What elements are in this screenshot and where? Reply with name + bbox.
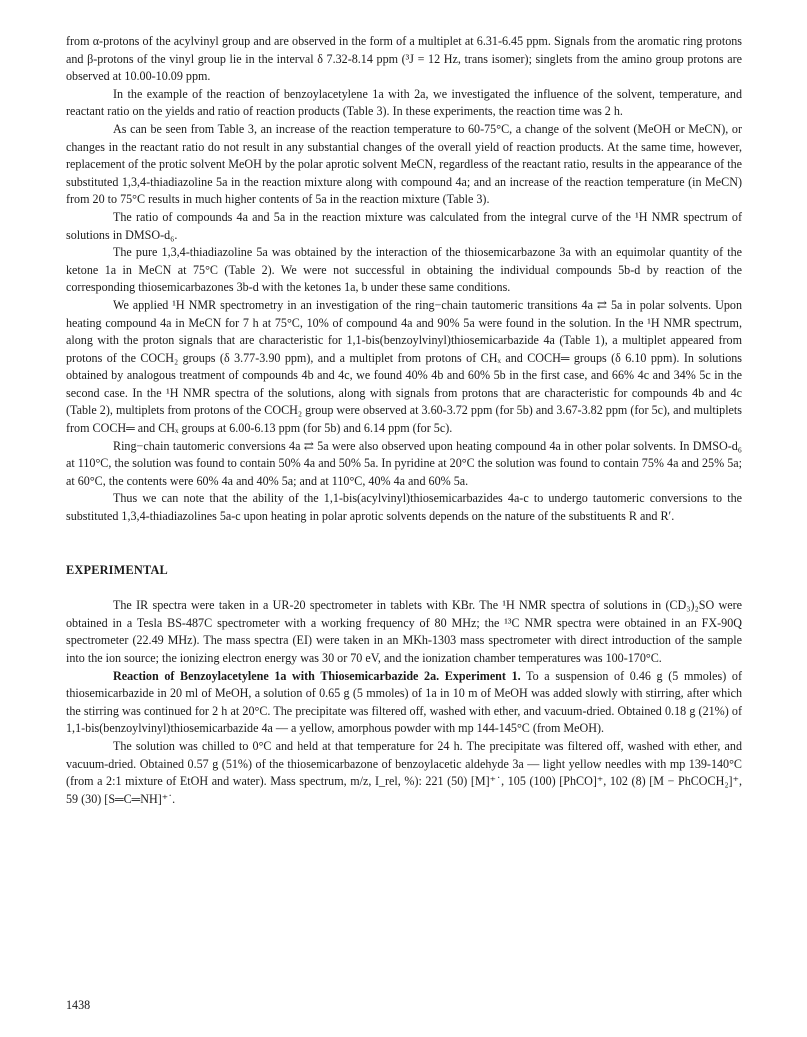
experiment-title: Reaction of Benzoylacetylene 1a with Thiosemicarbazide 2a. Experiment 1. <box>113 668 521 683</box>
paragraph: The IR spectra were taken in a UR-20 spectrometer in tablets with KBr. The ¹H NMR spectra of solutions in (CD₃)₂SO were obtained in a Tesla BS-487C spectrometer with a working frequency of 80 MHz; the ¹³C NMR spectra were obtained in an FX-90Q spectrometer (22.49 MHz). The mass spectra (EI) were taken in an MKh-1303 mass spectrometer with direct introduction of the sample into the ion source; the ionizing electron energy was 30 or 70 eV, and the ionization chamber temperatures was 100-170°C. <box>66 598 742 665</box>
paragraph: We applied ¹H NMR spectrometry in an investigation of the ring−chain tautomeric transitions 4a ⇄ 5a in polar solvents. Upon heating compound 4a in MeCN for 7 h at 75°C, 10% of compound 4a and 90% 5a were found in the solution. In the ¹H NMR spectrum, along with the proton signals that are characteristic for 1,1-bis(benzoylvinyl)thiosemicarbazide 4a (Table 1), a multiplet appeared from protons of the COCH₂ groups (δ 3.77-3.90 ppm), and a multiplet from protons of CHₓ and COCH═ groups (δ 6.10 ppm). In solutions obtained by analogous treatment of compounds 4b and 4c, we found 40% 4b and 60% 5b in the first case, and 66% 4c and 34% 5c in the second case. In the ¹H NMR spectra of the solutions, along with signals from protons that are characteristic for compounds 4b and 4c (Table 2), multiplets from protons of the COCH₂ group were observed at 3.60-3.72 ppm (for 5b) and 3.67-3.82 ppm (for 5c), and multiplets from COCH═ and CHₓ groups at 6.00-6.13 ppm (for 5b) and 6.14 ppm (for 5c). <box>66 297 742 436</box>
paragraph: The pure 1,3,4-thiadiazoline 5a was obtained by the interaction of the thiosemicarbazone 3a with an equimolar quantity of the ketone 1a in MeCN at 75°C (Table 2). We were not successful in obtaining the individual compounds 5b-d by reaction of the corresponding thiosemicarbazones 3b-d with the ketones 1a, b under these same conditions. <box>66 245 742 295</box>
page-number: 1438 <box>66 998 91 1012</box>
paragraph: The solution was chilled to 0°C and held at that temperature for 24 h. The precipitate was filtered off, washed with ether, and vacuum-dried. Obtained 0.57 g (51%) of the thiosemicarbazone of benzoylacetic aldehyde 3a — light yellow needles with mp 139-140°C (from a 2:1 mixture of EtOH and water). Mass spectrum, m/z, I_rel, %): 221 (50) [M]⁺˙, 105 (100) [PhCO]⁺, 102 (8) [M − PhCOCH₂]⁺, 59 (30) [S═C═NH]⁺˙. <box>66 738 742 806</box>
paragraph: In the example of the reaction of benzoylacetylene 1a with 2a, we investigated the influence of the solvent, temperature, and reactant ratio on the yields and ratio of reaction products (Table 3). In these experiments, the reaction time was 2 h. <box>66 86 742 119</box>
section-heading: EXPERIMENTAL <box>66 562 168 577</box>
paragraph-text: To a suspension of 0.46 g (5 mmoles) of thiosemicarbazide in 20 ml of MeOH, a solution of 0.65 g (5 mmoles) of 1a in 10 m of MeOH was added slowly with stirring, after which the stirring was continued for 2 h at 20°C. The precipitate was filtered off, washed with ether, and vacuum-dried. Obtained 0.18 g (21%) of 1,1-bis(benzoylvinyl)thiosemicarbazide 4a — a yellow, amorphous powder with mp 144-145°C (from MeOH). <box>66 668 742 736</box>
paragraph: Ring−chain tautomeric conversions 4a ⇄ 5a were also observed upon heating compound 4a in other polar solvents. In DMSO-d₆ at 110°C, the solution was found to contain 50% 4a and 50% 5a. In pyridine at 20°C the solution was found to contain 75% 4a and 25% 5a; at 60°C, the contents were 60% 4a and 40% 5a; and at 110°C, 40% 4a and 60% 5a. <box>66 438 742 488</box>
paragraph: As can be seen from Table 3, an increase of the reaction temperature to 60-75°C, a change of the solvent (MeOH or MeCN), or changes in the reactant ratio do not result in any substantial changes of the overall yield of reaction products. At the same time, however, replacement of the protic solvent MeOH by the polar aprotic solvent MeCN, regardless of the reactant ratio, results in the appearance of the substituted 1,3,4-thiadiazoline 5a in the reaction mixture along with compound 4a; and an increase of the reaction temperature (in MeCN) from 20 to 75°C results in much higher contents of 5a in the reaction mixture (Table 3). <box>66 121 742 207</box>
paragraph: from α-protons of the acylvinyl group and are observed in the form of a multiplet at 6.31-6.45 ppm. Signals from the aromatic ring protons and β-protons of the vinyl group lie in the interval δ 7.32-8.14 ppm (³J = 12 Hz, trans isomer); singlets from the amino group protons are observed at 10.00-10.09 ppm. <box>66 34 742 84</box>
paragraph <box>66 668 742 738</box>
document-body <box>66 33 742 808</box>
paragraph: Thus we can note that the ability of the 1,1-bis(acylvinyl)thiosemicarbazides 4a-c to undergo tautomeric conversions to the substituted 1,3,4-thiadiazolines 5a-c upon heating in polar aprotic solvents depends on the nature of the substituents R and R′. <box>66 491 742 524</box>
paragraph: The ratio of compounds 4a and 5a in the reaction mixture was calculated from the integral curve of the ¹H NMR spectrum of solutions in DMSO-d₆. <box>66 209 742 242</box>
